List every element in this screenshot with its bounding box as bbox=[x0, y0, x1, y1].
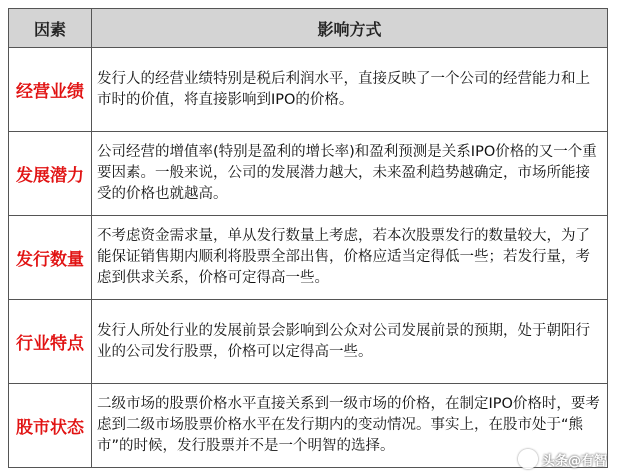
factor-cell: 发行数量 bbox=[9, 216, 92, 300]
table-row bbox=[9, 216, 608, 300]
factor-cell: 经营业绩 bbox=[9, 48, 92, 132]
ipo-factor-table-container bbox=[8, 8, 608, 466]
table-row bbox=[9, 132, 608, 216]
impact-cell: 公司经营的增值率(特别是盈利的增长率)和盈利预测是关系IPO价格的又一个重要因素。一般来说，公司的发展潜力越大，未来盈利趋势越确定，市场所能接受的价格也就越高。 bbox=[92, 132, 608, 216]
watermark-logo-icon bbox=[518, 449, 538, 469]
factor-cell: 股市状态 bbox=[9, 384, 92, 468]
impact-cell: 不考虑资金需求量，单从发行数量上考虑，若本次股票发行的数量较大，为了能保证销售期内顺利将股票全部出售，价格应适当定得低一些；若发行量，考虑到供求关系，价格可定得高一些。 bbox=[92, 216, 608, 300]
table-header-row bbox=[9, 9, 608, 48]
header-factor: 因素 bbox=[9, 9, 92, 48]
table-row bbox=[9, 48, 608, 132]
watermark-text: 头条@有智 bbox=[541, 453, 607, 469]
ipo-factor-table bbox=[8, 8, 608, 468]
impact-cell: 发行人所处行业的发展前景会影响到公众对公司发展前景的预期，处于朝阳行业的公司发行股票，价格可以定得高一些。 bbox=[92, 300, 608, 384]
impact-cell: 发行人的经营业绩特别是税后利润水平，直接反映了一个公司的经营能力和上市时的价值，将直接影响到IPO的价格。 bbox=[92, 48, 608, 132]
factor-cell: 发展潜力 bbox=[9, 132, 92, 216]
factor-cell: 行业特点 bbox=[9, 300, 92, 384]
watermark bbox=[518, 449, 607, 469]
header-impact: 影响方式 bbox=[92, 9, 608, 48]
table-row bbox=[9, 300, 608, 384]
impact-cell: 二级市场的股票价格水平直接关系到一级市场的价格，在制定IPO价格时，要考虑到二级市场股票价格水平在发行期内的变动情况。事实上，在股市处于“熊市”的时候，发行股票并不是一个明智的选择。 bbox=[92, 384, 608, 468]
